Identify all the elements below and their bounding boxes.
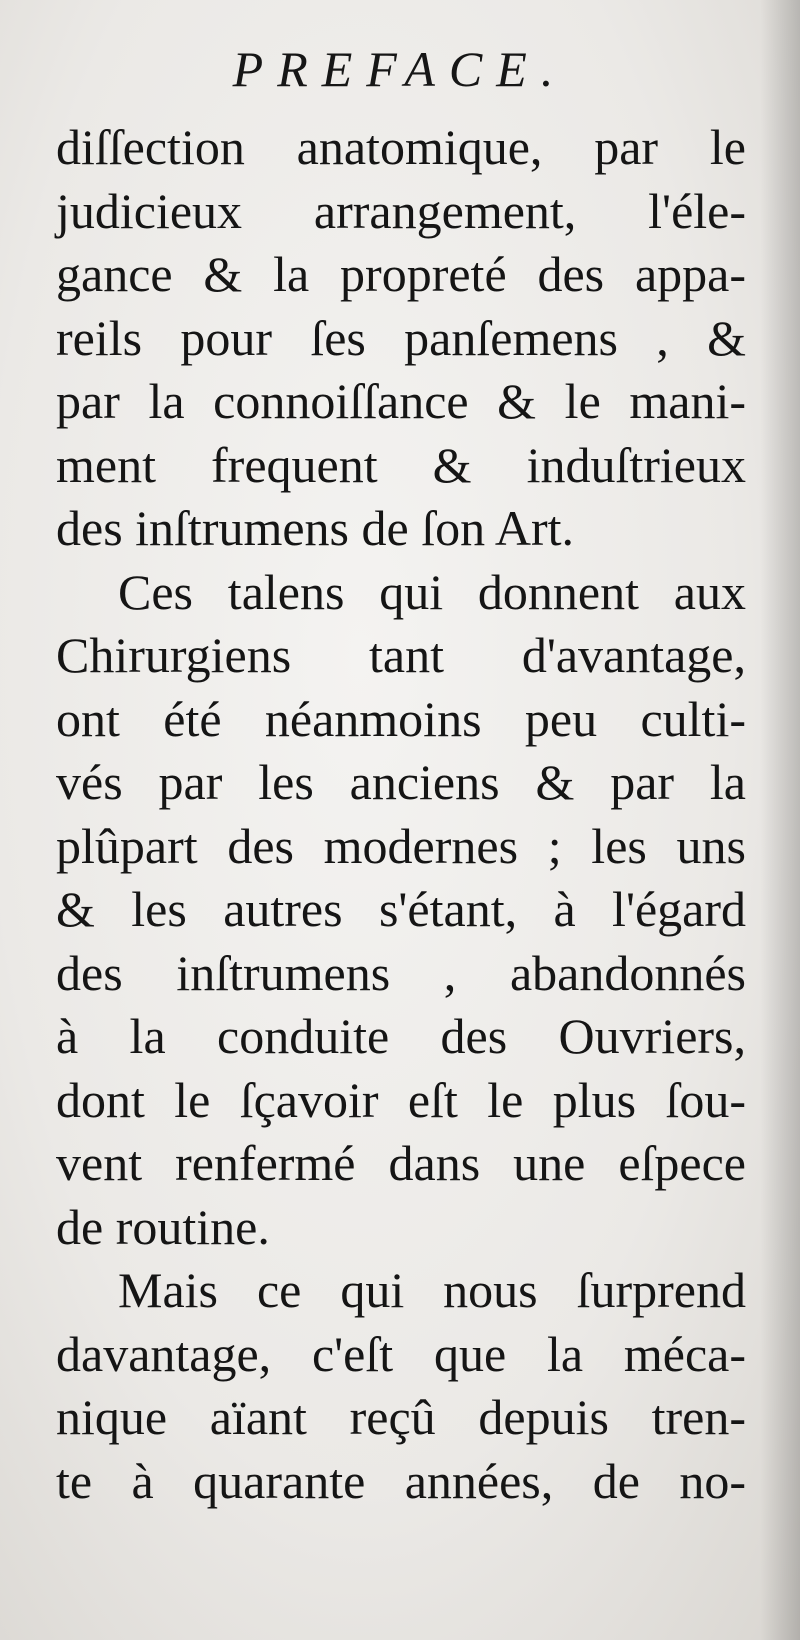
- body-text: [56, 116, 746, 1513]
- text-line: vent renfermé dans une eſpece: [56, 1135, 746, 1191]
- text-line: dont le ſçavoir eſt le plus ſou-: [56, 1071, 746, 1128]
- text-line: Chirurgiens tant d'avantage,: [56, 627, 746, 683]
- text-line: judicieux arrangement, l'éle-: [56, 182, 746, 239]
- text-line: gance & la propreté des appa-: [56, 246, 746, 302]
- text-line: nique aïant reçû depuis tren-: [56, 1389, 746, 1445]
- running-header: PREFACE.: [232, 41, 568, 97]
- text-line: davantage, c'eſt que la méca-: [56, 1325, 746, 1382]
- text-line: ment frequent & induſtrieux: [56, 436, 746, 493]
- text-line: vés par les anciens & par la: [56, 754, 746, 810]
- text-line: plûpart des modernes ; les uns: [56, 817, 746, 874]
- text-line: de routine.: [56, 1198, 270, 1255]
- text-line: te à quarante années, de no-: [56, 1452, 746, 1509]
- text-line: à la conduite des Ouvriers,: [56, 1008, 746, 1064]
- text-line: par la connoiſſance & le mani-: [56, 373, 746, 429]
- text-line: reils pour ſes panſemens , &: [56, 309, 746, 366]
- text-line: & les autres s'étant, à l'égard: [56, 881, 746, 937]
- text-line: ont été néanmoins peu culti-: [56, 690, 746, 747]
- page-gutter-shadow: [760, 0, 800, 1640]
- text-line: des inſtrumens , abandonnés: [56, 944, 746, 1001]
- text-line: des inſtrumens de ſon Art.: [56, 500, 574, 556]
- paragraph-start-line: Ces talens qui donnent aux: [118, 563, 746, 620]
- paragraph-start-line: Mais ce qui nous ſurprend: [118, 1262, 746, 1318]
- text-line: diſſection anatomique, par le: [56, 119, 746, 175]
